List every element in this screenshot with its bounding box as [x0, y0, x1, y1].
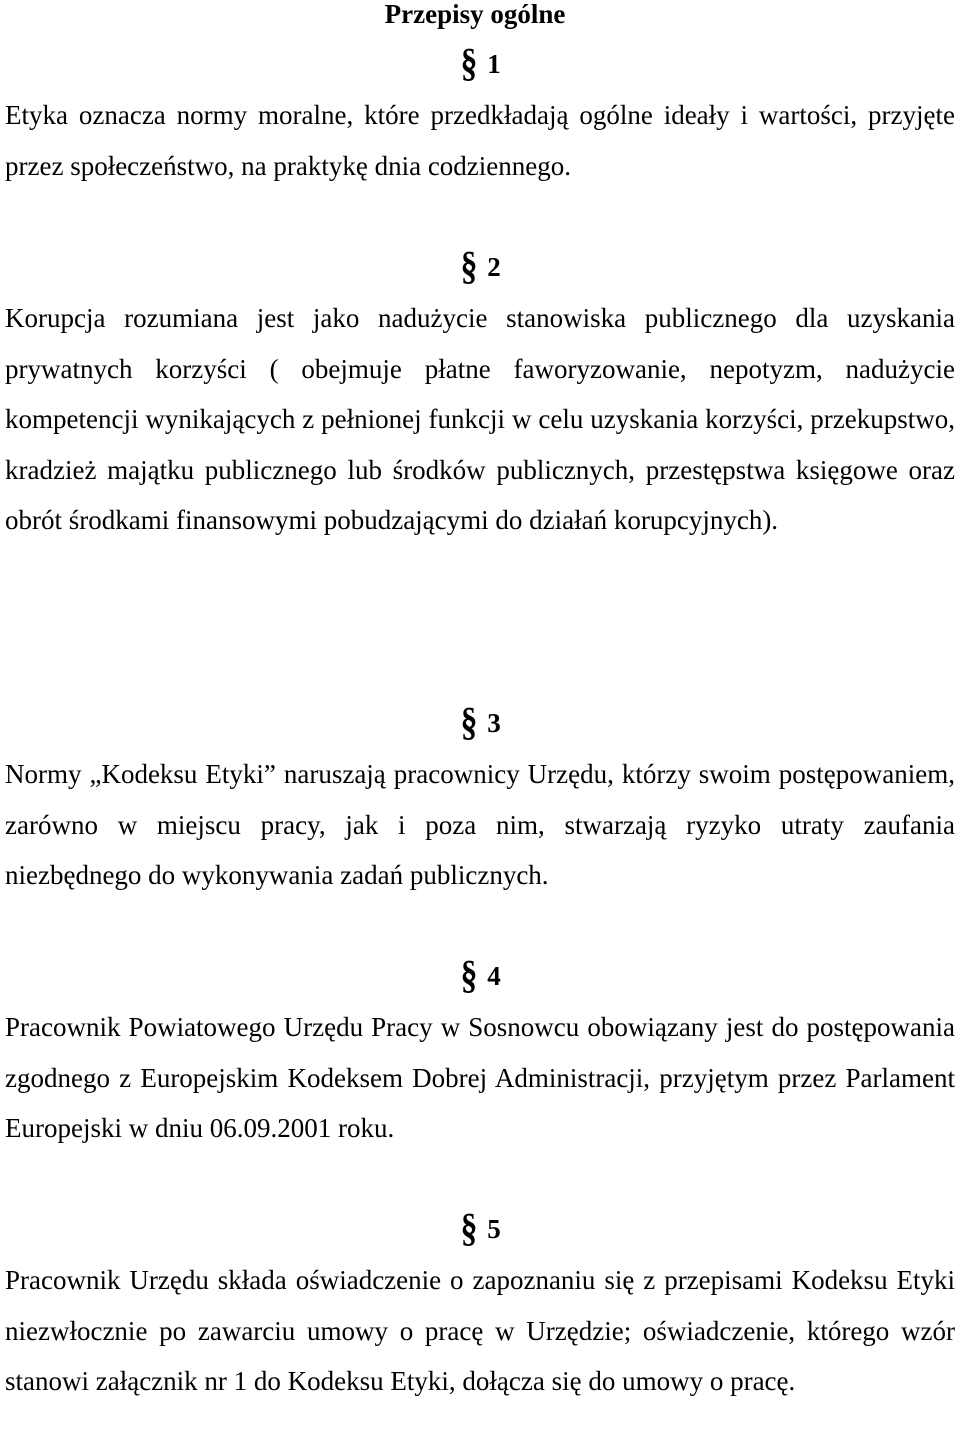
section-5-text: Pracownik Urzędu składa oświadczenie o zapoznaniu się z przepisami Kodeksu Etyki niezwłocznie po zawarciu umowy o pracę w Urzędzie; oświadczenie, którego wzór stanowi załącznik nr 1 do Kodeksu Etyki, dołącza się do umowy o pracę.	[5, 1265, 955, 1397]
section-number: 5	[487, 1214, 501, 1244]
section-number: 4	[487, 961, 501, 991]
section-sign: §	[460, 243, 478, 288]
section-heading-3	[0, 699, 960, 744]
section-4-text: Pracownik Powiatowego Urzędu Pracy w Sosnowcu obowiązany jest do postępowania zgodnego z Europejskim Kodeksem Dobrej Administracji, przyjętym przez Parlament Europejski w dniu 06.09.2001 roku.	[5, 1012, 955, 1144]
section-3-text: Normy „Kodeksu Etyki” naruszają pracownicy Urzędu, którzy swoim postępowaniem, zarówno w miejscu pracy, jak i poza nim, stwarzają ryzyko utraty zaufania niezbędnego do wykonywania zadań publicznych.	[5, 759, 955, 891]
section-heading-2	[0, 243, 960, 288]
section-heading-5	[0, 1205, 960, 1250]
section-1-text: Etyka oznacza normy moralne, które przedkładają ogólne ideały i wartości, przyjęte przez społeczeństwo, na praktykę dnia codziennego.	[5, 100, 955, 181]
section-number: 3	[487, 708, 501, 738]
document-title: Przepisy ogólne	[384, 0, 566, 29]
section-heading-4	[0, 952, 960, 997]
section-sign: §	[460, 699, 478, 744]
section-number: 1	[487, 49, 501, 79]
section-2-text: Korupcja rozumiana jest jako nadużycie stanowiska publicznego dla uzyskania prywatnych korzyści ( obejmuje płatne faworyzowanie, nepotyzm, nadużycie kompetencji wynikających z pełnionej funkcji w celu uzyskania korzyści, przekupstwo, kradzież majątku publicznego lub środków publicznych, przestępstwa księgowe oraz obrót środkami finansowymi pobudzającymi do działań korupcyjnych).	[5, 303, 955, 536]
section-sign: §	[460, 1205, 478, 1250]
section-heading-1	[0, 40, 960, 85]
section-sign: §	[460, 952, 478, 997]
section-number: 2	[487, 252, 501, 282]
section-sign: §	[460, 40, 478, 85]
